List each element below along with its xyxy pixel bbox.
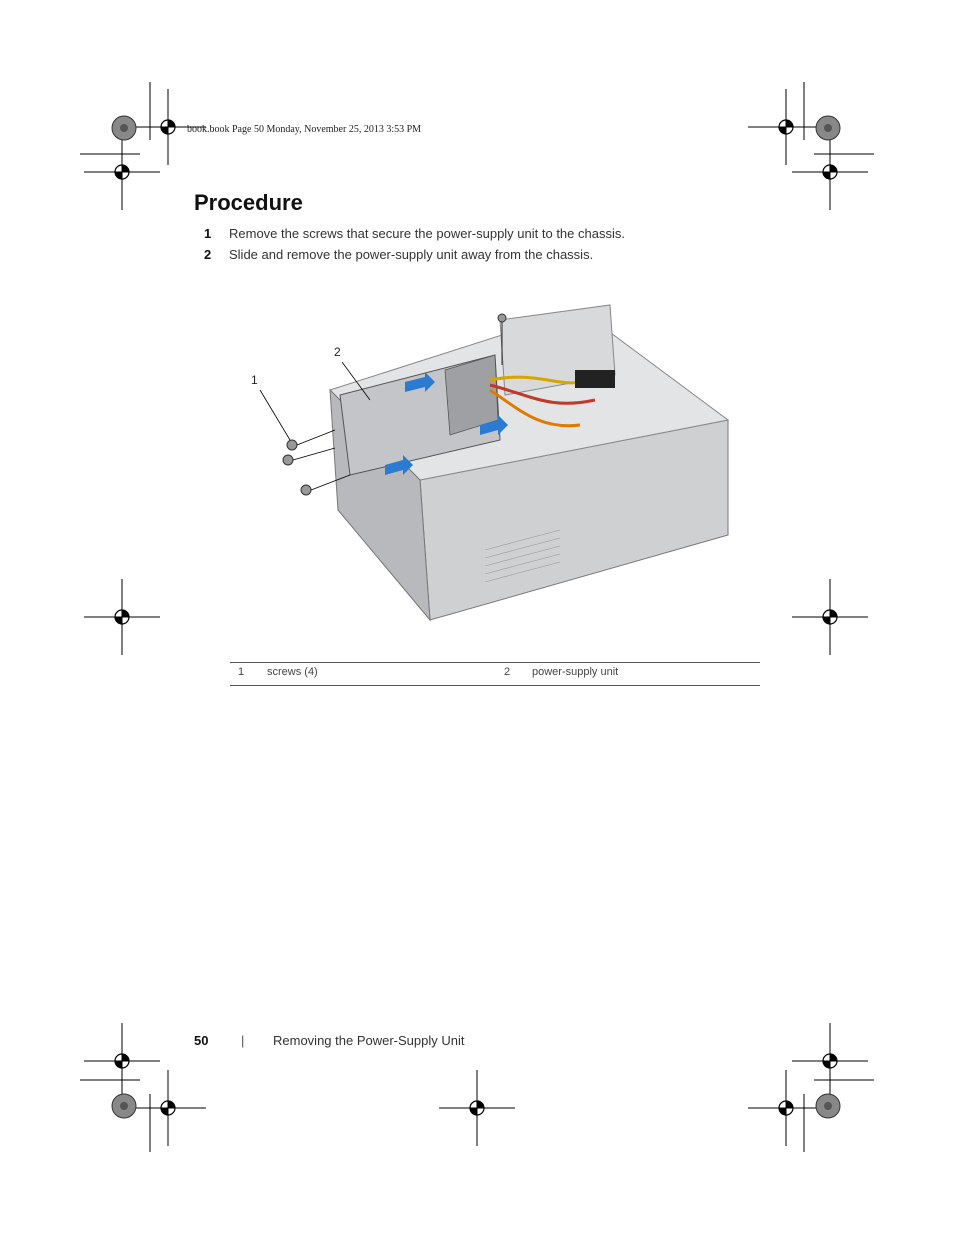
screw-icon — [287, 440, 297, 450]
legend-label: screws (4) — [267, 666, 318, 678]
step-item — [204, 247, 593, 262]
callout-label: 2 — [334, 345, 341, 359]
legend-number: 1 — [238, 666, 245, 678]
print-header: book.book Page 50 Monday, November 25, 2013 3:53 PM — [187, 124, 422, 135]
page-title: Procedure — [194, 190, 303, 215]
registration-mark-icon — [748, 1070, 824, 1146]
footer-separator: | — [241, 1033, 245, 1048]
registration-mark-icon — [792, 134, 868, 210]
registration-mark-icon — [792, 1023, 868, 1099]
starburst-icon — [112, 1094, 136, 1118]
registration-mark-icon — [84, 134, 160, 210]
registration-mark-icon — [84, 579, 160, 655]
screw-icon — [283, 455, 293, 465]
step-number: 1 — [204, 226, 212, 241]
legend-table — [230, 662, 760, 686]
step-text: Remove the screws that secure the power-supply unit to the chassis. — [229, 226, 625, 241]
registration-mark-icon — [130, 1070, 206, 1146]
step-text: Slide and remove the power-supply unit away from the chassis. — [229, 247, 594, 262]
registration-mark-icon — [439, 1070, 515, 1146]
starburst-icon — [816, 116, 840, 140]
starburst-icon — [112, 116, 136, 140]
registration-mark-icon — [792, 579, 868, 655]
legend-number: 2 — [504, 666, 511, 678]
starburst-icon — [816, 1094, 840, 1118]
registration-mark-icon — [84, 1023, 160, 1099]
legend-label: power-supply unit — [532, 666, 619, 678]
callout-label: 1 — [251, 373, 258, 387]
step-number: 2 — [204, 247, 212, 262]
footer-section-title: Removing the Power-Supply Unit — [273, 1033, 465, 1048]
page-number: 50 — [194, 1033, 209, 1048]
step-item — [204, 226, 625, 241]
registration-mark-icon — [748, 89, 824, 165]
screw-icon — [301, 485, 311, 495]
chassis-illustration — [240, 300, 740, 630]
screw-icon — [498, 314, 506, 322]
